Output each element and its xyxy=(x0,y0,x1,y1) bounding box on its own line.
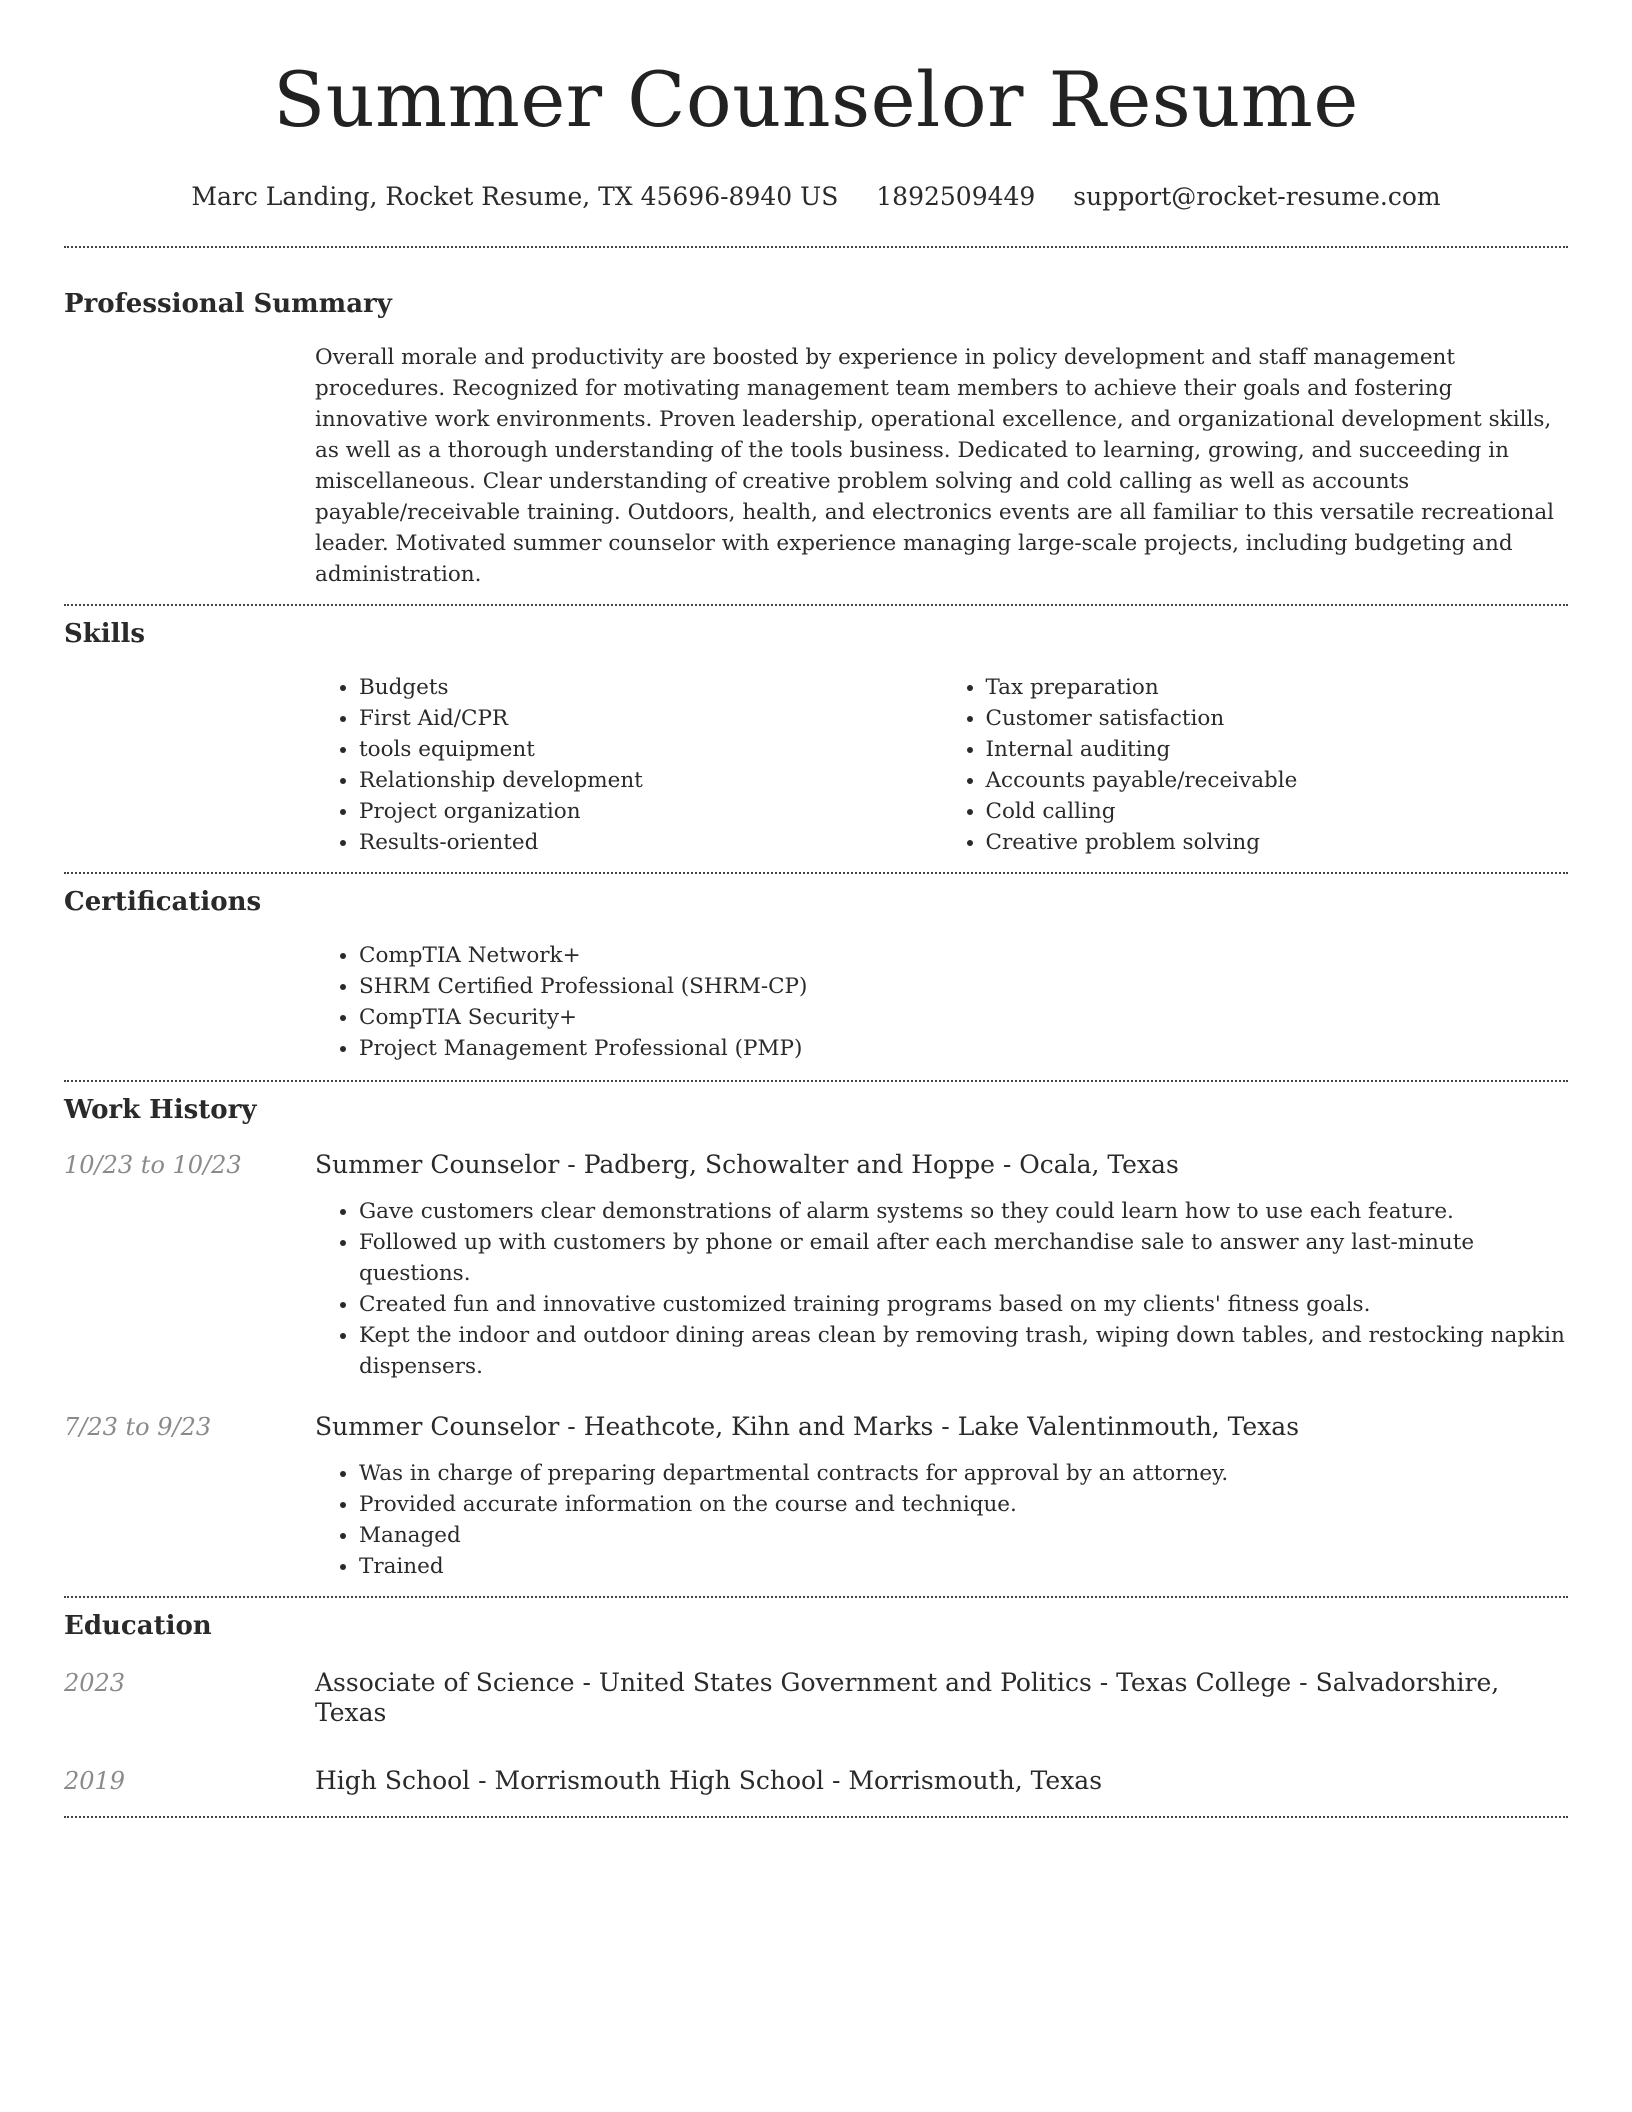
job-dates: 7/23 to 9/23 xyxy=(64,1413,212,1441)
list-item: • Created fun and innovative customized training programs based on my clients' fitness goals. xyxy=(359,1289,1568,1320)
list-item: • Relationship development xyxy=(359,765,942,796)
education-heading: Education xyxy=(64,1611,212,1641)
education-section xyxy=(64,1598,1568,1796)
list-item: • Internal auditing xyxy=(986,734,1569,765)
education-school: Morrismouth High School xyxy=(494,1766,825,1795)
skills-heading: Skills xyxy=(64,619,146,649)
certifications-list xyxy=(315,940,1568,1064)
education-year: 2019 xyxy=(64,1767,126,1795)
separator: - xyxy=(470,1766,495,1795)
job-location: Lake Valentinmouth, Texas xyxy=(957,1412,1300,1441)
separator: - xyxy=(824,1766,849,1795)
job-header-row xyxy=(64,1412,1568,1442)
separator: - xyxy=(574,1668,599,1697)
skills-section xyxy=(64,606,1568,858)
job-title: Summer Counselor xyxy=(315,1412,560,1441)
list-item: • Creative problem solving xyxy=(986,827,1569,858)
work-section xyxy=(64,1082,1568,1582)
job-heading xyxy=(315,1150,1179,1180)
list-item: • Project organization xyxy=(359,796,942,827)
education-location: Morrismouth, Texas xyxy=(848,1766,1103,1795)
list-item: • Tax preparation xyxy=(986,672,1569,703)
job-dates: 10/23 to 10/23 xyxy=(64,1151,242,1179)
education-school: Texas College xyxy=(1116,1668,1292,1697)
skills-list-right xyxy=(942,672,1569,858)
job-bullets xyxy=(315,1196,1568,1382)
list-item: • CompTIA Security+ xyxy=(359,1002,1568,1033)
education-location: Salvadorshire, Texas xyxy=(315,1668,1500,1727)
job-entry xyxy=(64,1150,1568,1382)
list-item: • Customer satisfaction xyxy=(986,703,1569,734)
list-item: • Gave customers clear demonstrations of alarm systems so they could learn how to use each feature. xyxy=(359,1196,1568,1227)
education-year: 2023 xyxy=(64,1669,126,1697)
contact-phone: 1892509449 xyxy=(876,182,1036,211)
list-item: • Cold calling xyxy=(986,796,1569,827)
job-location: Ocala, Texas xyxy=(1019,1150,1179,1179)
job-header-row xyxy=(64,1150,1568,1180)
list-item: • Was in charge of preparing departmental contracts for approval by an attorney. xyxy=(359,1458,1568,1489)
summary-text: Overall morale and productivity are boosted by experience in policy development and staff management procedures. Recognized for motivating management team members to achieve their goals and fostering innovative work environments. Proven leadership, operational excellence, and organizational development skills, as well as a thorough understanding of the tools business. Dedicated to learning, growing, and succeeding in miscellaneous. Clear understanding of creative problem solving and cold calling as well as accounts payable/receivable training. Outdoors, health, and electronics events are all familiar to this versatile recreational leader. Motivated summer counselor with experience managing large-scale projects, including budgeting and administration. xyxy=(315,345,1555,587)
contact-line xyxy=(64,182,1568,212)
list-item: • First Aid/CPR xyxy=(359,703,942,734)
skills-columns xyxy=(315,672,1568,858)
separator: - xyxy=(559,1150,584,1179)
list-item: • Followed up with customers by phone or email after each merchandise sale to answer any last-minute questions. xyxy=(359,1227,1568,1289)
list-item: • Project Management Professional (PMP) xyxy=(359,1033,1568,1064)
skills-list-left xyxy=(315,672,942,858)
list-item: • Provided accurate information on the course and technique. xyxy=(359,1489,1568,1520)
list-item: • CompTIA Network+ xyxy=(359,940,1568,971)
summary-heading: Professional Summary xyxy=(64,289,392,319)
certifications-content xyxy=(315,940,1568,1064)
job-entry xyxy=(64,1412,1568,1582)
education-degree: High School xyxy=(315,1766,471,1795)
list-item: • Budgets xyxy=(359,672,942,703)
separator: - xyxy=(994,1150,1020,1179)
job-company: Heathcote, Kihn and Marks xyxy=(583,1412,934,1441)
education-entry xyxy=(64,1668,1568,1728)
summary-section xyxy=(64,248,1568,590)
education-entry xyxy=(64,1766,1568,1796)
separator: - xyxy=(1291,1668,1316,1697)
education-field: United States Government and Politics xyxy=(598,1668,1092,1697)
contact-email: support@rocket-resume.com xyxy=(1073,182,1441,211)
work-heading: Work History xyxy=(64,1095,257,1125)
separator: - xyxy=(559,1412,584,1441)
resume-title: Summer Counselor Resume xyxy=(273,55,1359,144)
separator: - xyxy=(1091,1668,1117,1697)
list-item: • SHRM Certified Professional (SHRM-CP) xyxy=(359,971,1568,1002)
list-item: • tools equipment xyxy=(359,734,942,765)
list-item: • Results-oriented xyxy=(359,827,942,858)
job-title: Summer Counselor xyxy=(315,1150,560,1179)
contact-address: Marc Landing, Rocket Resume, TX 45696-8940 US xyxy=(191,182,839,211)
certifications-section xyxy=(64,874,1568,1064)
certifications-heading: Certifications xyxy=(64,887,262,917)
section-divider xyxy=(64,1816,1568,1818)
job-bullets xyxy=(315,1458,1568,1582)
list-item: • Kept the indoor and outdoor dining areas clean by removing trash, wiping down tables, and restocking napkin dispensers. xyxy=(359,1320,1568,1382)
education-heading-line xyxy=(315,1766,1102,1796)
education-heading-line xyxy=(315,1668,1568,1728)
list-item: • Accounts payable/receivable xyxy=(986,765,1569,796)
job-heading xyxy=(315,1412,1299,1442)
list-item: • Trained xyxy=(359,1551,1568,1582)
education-degree: Associate of Science xyxy=(315,1668,575,1697)
separator: - xyxy=(933,1412,958,1441)
list-item: • Managed xyxy=(359,1520,1568,1551)
job-company: Padberg, Schowalter and Hoppe xyxy=(583,1150,995,1179)
